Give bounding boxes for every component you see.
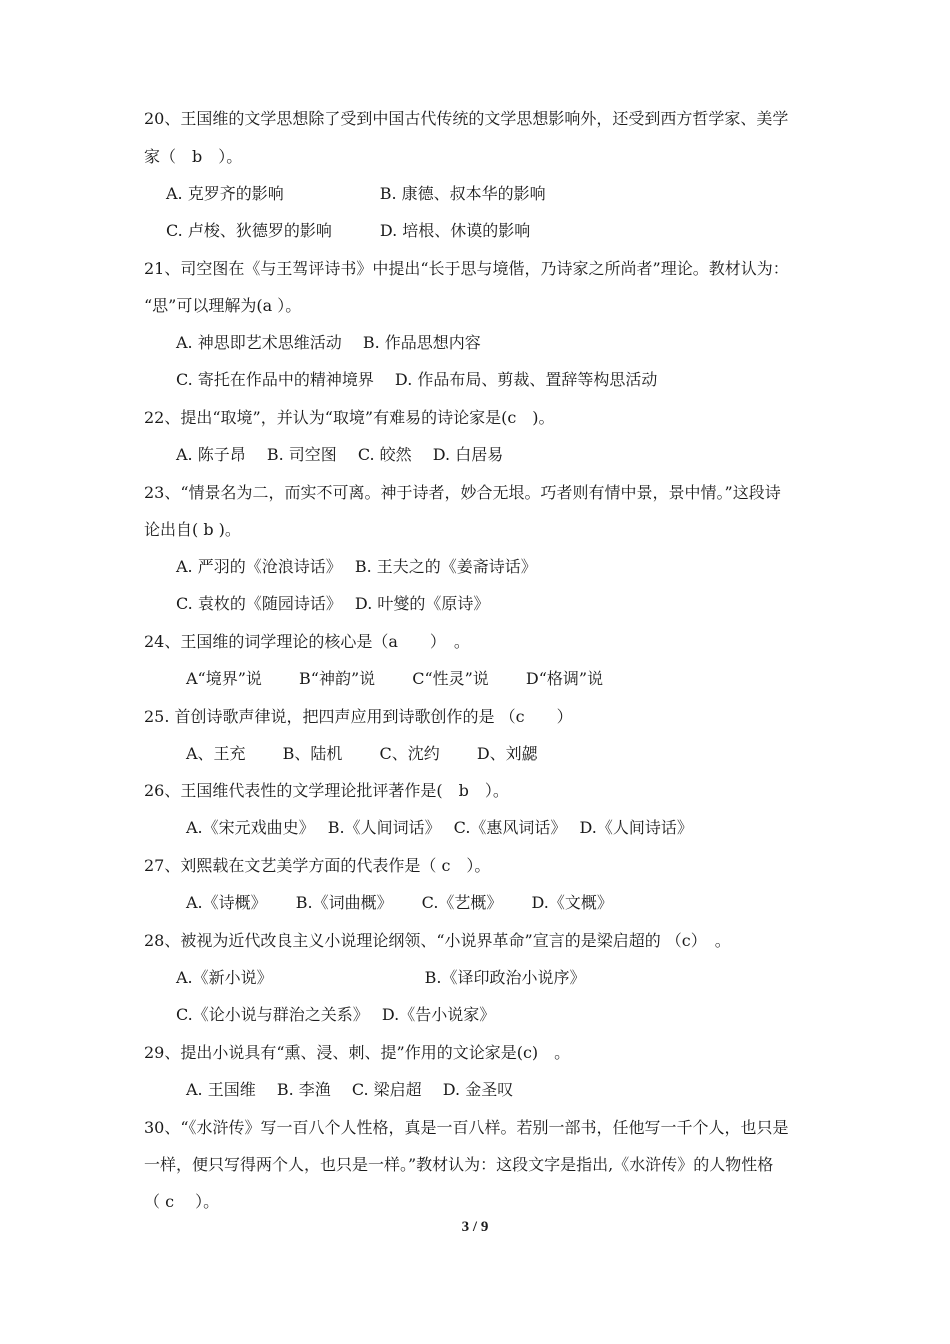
question-25-options: A、王充 B、陆机 C、沈约 D、刘勰: [186, 744, 538, 763]
question-20-options-cd: C. 卢梭、狄德罗的影响 D. 培根、休谟的影响: [166, 221, 531, 240]
question-20-options-ab: A. 克罗齐的影响 B. 康德、叔本华的影响: [166, 184, 546, 203]
question-24-options: A“境界”说 B“神韵”说 C“性灵”说 D“格调”说: [186, 669, 604, 688]
question-24-text: 24、王国维的词学理论的核心是（a ） 。: [144, 632, 470, 651]
question-25-text: 25. 首创诗歌声律说，把四声应用到诗歌创作的是 （c ）: [144, 707, 573, 726]
question-29-options: A. 王国维 B. 李渔 C. 梁启超 D. 金圣叹: [186, 1080, 514, 1099]
question-23-text-line-1: 23、“情景名为二，而实不可离。神于诗者，妙合无垠。巧者则有情中景，景中情。”这段诗: [144, 483, 781, 502]
question-30-text-line-3: （ c ）。: [144, 1192, 220, 1211]
question-21-options-ab: A. 神思即艺术思维活动 B. 作品思想内容: [176, 333, 481, 352]
question-26-options: A.《宋元戏曲史》 B.《人间词话》 C.《惠风词话》 D.《人间诗话》: [186, 818, 693, 837]
question-20-text-line-2: 家（ b ）。: [144, 147, 243, 166]
question-27-options: A.《诗概》 B.《词曲概》 C.《艺概》 D.《文概》: [186, 893, 613, 912]
question-21-text-line-1: 21、司空图在《与王驾评诗书》中提出“长于思与境偕，乃诗家之所尚者”理论。教材认为：: [144, 259, 789, 278]
question-23-text-line-2: 论出自( b )。: [144, 520, 241, 539]
question-26-text: 26、王国维代表性的文学理论批评著作是( b ）。: [144, 781, 509, 800]
question-21-text-line-2: “思”可以理解为(a ）。: [144, 296, 302, 315]
question-22-text: 22、提出“取境”，并认为“取境”有难易的诗论家是(c )。: [144, 408, 555, 427]
question-29-text: 29、提出小说具有“熏、浸、刺、提”作用的文论家是(c) 。: [144, 1043, 571, 1062]
page-number: 3 / 9: [461, 1219, 489, 1235]
question-28-options-ab: A.《新小说》 B.《译印政治小说序》: [176, 968, 586, 987]
question-21-options-cd: C. 寄托在作品中的精神境界 D. 作品布局、剪裁、置辞等构思活动: [176, 370, 658, 389]
question-23-options-cd: C. 袁枚的《随园诗话》 D. 叶燮的《原诗》: [176, 594, 490, 613]
question-27-text: 27、刘熙载在文艺美学方面的代表作是（ c ）。: [144, 856, 491, 875]
question-28-options-cd: C.《论小说与群治之关系》 D.《告小说家》: [176, 1005, 496, 1024]
question-23-options-ab: A. 严羽的《沧浪诗话》 B. 王夫之的《姜斋诗话》: [176, 557, 537, 576]
question-22-options: A. 陈子昂 B. 司空图 C. 皎然 D. 白居易: [176, 445, 504, 464]
question-20-text-line-1: 20、王国维的文学思想除了受到中国古代传统的文学思想影响外，还受到西方哲学家、美学: [144, 109, 789, 128]
question-28-text: 28、被视为近代改良主义小说理论纲领、“小说界革命”宣言的是梁启超的 （c） 。: [144, 931, 731, 950]
question-30-text-line-2: 一样，便只写得两个人，也只是一样。”教材认为：这段文字是指出,《水浒传》的人物性格: [144, 1155, 774, 1174]
question-30-text-line-1: 30、“《水浒传》写一百八个人性格，真是一百八样。若别一部书，任他写一千个人，也只是: [144, 1118, 789, 1137]
